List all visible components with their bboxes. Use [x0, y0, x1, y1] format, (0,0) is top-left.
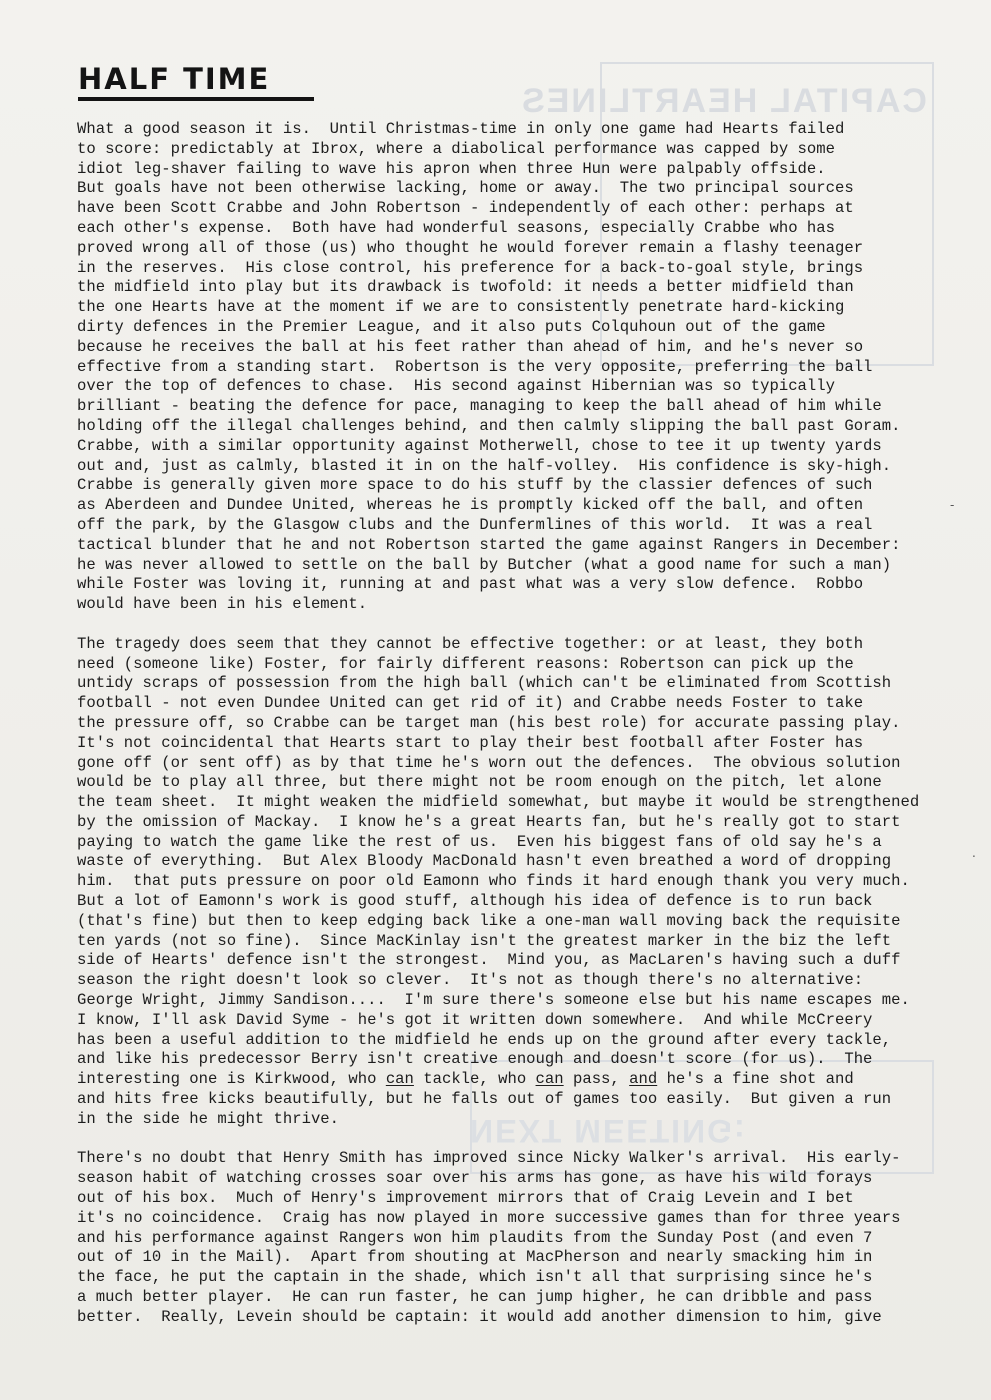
- text-line: season the right doesn't look so clever. It's not as though there's no alternative:: [77, 971, 864, 990]
- text-line: by the omission of Mackay. I know he's a great Hearts fan, but he's really got to start: [77, 812, 901, 831]
- text-line: over the top of defences to chase. His second against Hibernian was so typically: [77, 377, 835, 396]
- text-line: There's no doubt that Henry Smith has improved since Nicky Walker's arrival. His early-: [77, 1149, 901, 1168]
- text-line: the midfield into play but its drawback is twofold: it needs a better midfield than: [77, 278, 854, 297]
- text-line: in the reserves. His close control, his preference for a back-to-goal style, brings: [77, 258, 864, 277]
- text-line: the team sheet. It might weaken the midfield somewhat, but maybe it would be strengthened: [77, 793, 920, 812]
- text-line: Crabbe, with a similar opportunity against Motherwell, chose to tee it up twenty yards: [77, 436, 882, 455]
- text-line: The tragedy does seem that they cannot be effective together: or at least, they both: [77, 634, 864, 653]
- text-line: dirty defences in the Premier League, and it also puts Colquhoun out of the game: [77, 317, 826, 336]
- text-line: to score: predictably at Ibrox, where a diabolical performance was capped by some: [77, 139, 835, 158]
- text-line: would be to play all three, but there might not be room enough on the pitch, let alone: [77, 773, 882, 792]
- text-line: But a lot of Eamonn's work is good stuff, although his idea of defence is to run back: [77, 892, 873, 911]
- text-line: But goals have not been otherwise lacking, home or away. The two principal sources: [77, 179, 854, 198]
- text-line: untidy scraps of possession from the high ball (which can't be eliminated from Scottish: [77, 674, 892, 693]
- text-line: him. that puts pressure on poor old Eamonn who finds it hard enough thank you very much.: [77, 872, 910, 891]
- text-line: off the park, by the Glasgow clubs and the Dunfermlines of this world. It was a real: [77, 515, 873, 534]
- text-line: What a good season it is. Until Christmas-time in only one game had Hearts failed: [77, 120, 845, 138]
- text-line: Crabbe is generally given more space to do his stuff by the classier defences of such: [77, 476, 873, 495]
- text-line: proved wrong all of those (us) who thought he would forever remain a flashy teenager: [77, 238, 864, 257]
- stray-mark-2: .: [972, 846, 976, 860]
- text-line: and hits free kicks beautifully, but he falls out of games too easily. But given a run: [77, 1090, 892, 1109]
- text-line: has been a useful addition to the midfield he ends up on the ground after every tackle,: [77, 1030, 892, 1049]
- text-line: interesting one is Kirkwood, who can tackle, who can pass, and he's a fine shot and: [77, 1070, 854, 1089]
- text-line: each other's expense. Both have had wonderful seasons, especially Crabbe who has: [77, 218, 835, 237]
- article-paragraph: [77, 1149, 977, 1327]
- article-paragraph: [77, 635, 977, 1130]
- ghost-banner-bottom: NEXT MEETING:: [470, 1113, 747, 1149]
- text-line: need (someone like) Foster, for fairly different reasons: Robertson can pick up the: [77, 654, 854, 673]
- text-line: gone off (or sent off) as by that time he's worn out the defences. The obvious solution: [77, 753, 901, 772]
- text-line: season habit of watching crosses soar over his arms has gone, as have his wild forays: [77, 1169, 873, 1188]
- text-line: as Aberdeen and Dundee United, whereas he is promptly kicked off the ball, and often: [77, 496, 864, 515]
- text-line: paying to watch the game like the rest of us. Even his biggest fans of old say he's a: [77, 832, 882, 851]
- text-line: out of his box. Much of Henry's improvement mirrors that of Craig Levein and I bet: [77, 1189, 854, 1208]
- text-line: side of Hearts' defence isn't the strongest. Mind you, as MacLaren's having such a duff: [77, 951, 901, 970]
- text-line: it's no coincidence. Craig has now played in more successive games than for three years: [77, 1208, 901, 1227]
- text-line: better. Really, Levein should be captain: it would add another dimension to him, give: [77, 1307, 882, 1326]
- text-line: have been Scott Crabbe and John Robertson - independently of each other: perhaps at: [77, 199, 854, 218]
- text-line: football - not even Dundee United can get rid of it) and Crabbe needs Foster to take: [77, 694, 864, 713]
- article-paragraph: [77, 120, 977, 615]
- page-title: HALF TIME: [78, 64, 314, 101]
- text-line: out of 10 in the Mail). Apart from shouting at MacPherson and nearly smacking him in: [77, 1248, 873, 1267]
- text-line: waste of everything. But Alex Bloody MacDonald hasn't even breathed a word of dropping: [77, 852, 892, 871]
- text-line: brilliant - beating the defence for pace, managing to keep the ball ahead of him while: [77, 397, 882, 416]
- text-line: the face, he put the captain in the shade, which isn't all that surprising since he's: [77, 1268, 873, 1287]
- text-line: and his performance against Rangers won him plaudits from the Sunday Post (and even 7: [77, 1228, 873, 1247]
- stray-mark-1: -: [950, 498, 955, 512]
- text-line: in the side he might thrive.: [77, 1109, 340, 1128]
- text-line: he was never allowed to settle on the ball by Butcher (what a good name for such a man): [77, 555, 892, 574]
- text-line: I know, I'll ask David Syme - he's got it written down somewhere. And while McCreery: [77, 1010, 873, 1029]
- ghost-banner-top: CAPITAL HEARTLINES: [520, 82, 927, 120]
- text-line: George Wright, Jimmy Sandison.... I'm sure there's someone else but his name escapes me.: [77, 991, 910, 1010]
- text-line: while Foster was loving it, running at and past what was a very slow defence. Robbo: [77, 575, 864, 594]
- text-line: (that's fine) but then to keep edging back like a one-man wall moving back the requisite: [77, 911, 901, 930]
- text-line: holding off the illegal challenges behind, and then calmly slipping the ball past Goram.: [77, 416, 901, 435]
- text-line: because he receives the ball at his feet rather than ahead of him, and he's never so: [77, 337, 864, 356]
- text-line: a much better player. He can run faster, he can jump higher, he can dribble and pass: [77, 1288, 873, 1307]
- text-line: would have been in his element.: [77, 595, 368, 614]
- article-body: [77, 120, 977, 1347]
- text-line: idiot leg-shaver failing to wave his apron when three Hun were palpably offside.: [77, 159, 826, 178]
- text-line: out and, just as calmly, blasted it in on the half-volley. His confidence is sky-high.: [77, 456, 892, 475]
- text-line: effective from a standing start. Robertson is the very opposite, preferring the ball: [77, 357, 873, 376]
- text-line: the pressure off, so Crabbe can be target man (his best role) for accurate passing play.: [77, 713, 901, 732]
- text-line: tactical blunder that he and not Robertson started the game against Rangers in December:: [77, 535, 901, 554]
- text-line: ten yards (not so fine). Since MacKinlay isn't the greatest marker in the biz the left: [77, 931, 892, 950]
- text-line: and like his predecessor Berry isn't creative enough and doesn't score (for us). The: [77, 1050, 873, 1069]
- text-line: the one Hearts have at the moment if we are to consistently penetrate hard-kicking: [77, 298, 845, 317]
- text-line: It's not coincidental that Hearts start to play their best football after Foster has: [77, 733, 864, 752]
